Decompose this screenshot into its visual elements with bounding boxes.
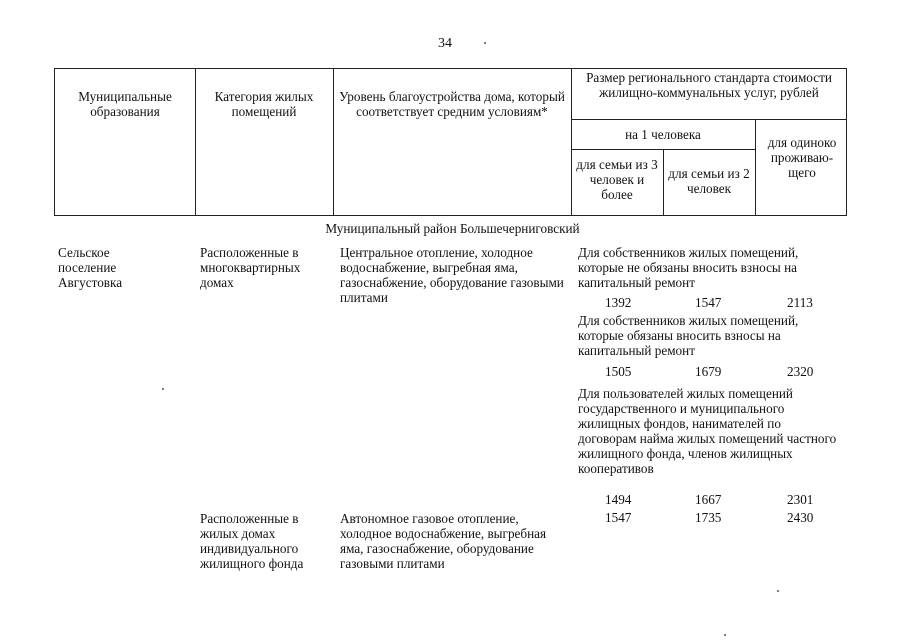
value-family3: 1392 xyxy=(605,295,632,310)
category-text: Расположенные в многоквартирных домах xyxy=(200,245,301,290)
value-family3: 1505 xyxy=(605,364,632,379)
level-text: Центральное отопление, холодное водоснабжение, выгребная яма, газоснабжение, оборудование газовыми плитами xyxy=(340,245,564,305)
header-category: Категория жилых помещений xyxy=(214,89,314,119)
divider xyxy=(571,69,572,215)
header-level: Уровень благоустройства дома, который соответствует средним условиям* xyxy=(339,89,565,119)
header-single: для одиноко проживаю-щего xyxy=(767,135,837,180)
value-family3: 1494 xyxy=(605,492,632,507)
header-municipality: Муниципальные образования xyxy=(78,89,172,119)
value-single: 2320 xyxy=(787,364,814,379)
value-single: 2430 xyxy=(787,510,814,525)
page-number: 34 xyxy=(438,36,452,51)
level-text: Автономное газовое отопление, холодное водоснабжение, выгребная яма, газоснабжение, оборудование газовыми плитами xyxy=(340,511,547,571)
header-family3: для семьи из 3 человек и более xyxy=(576,157,658,202)
divider xyxy=(663,149,664,215)
scan-speck xyxy=(777,590,779,592)
table-header xyxy=(54,68,847,216)
value-family2: 1547 xyxy=(695,295,722,310)
header-standard: Размер регионального стандарта стоимости жилищно-коммунальных услуг, рублей xyxy=(586,70,832,100)
district-heading: Муниципальный район Большечерниговский xyxy=(325,221,580,236)
municipality-name: Сельское поселение Августовка xyxy=(58,245,123,290)
value-family2: 1735 xyxy=(695,510,722,525)
group-label: Для пользователей жилых помещений государственного и муниципального жилищных фондов, нанимателей по договорам найма жилых помещений частного жилищного фонда, членов жилищных кооперативов xyxy=(578,386,837,476)
category-text: Расположенные в жилых домах индивидуального жилищного фонда xyxy=(200,511,304,571)
value-family2: 1667 xyxy=(695,492,722,507)
divider xyxy=(195,69,196,215)
divider xyxy=(571,119,846,120)
group-label: Для собственников жилых помещений, которые не обязаны вносить взносы на капитальный ремонт xyxy=(578,245,799,290)
header-family2: для семьи из 2 человек xyxy=(668,166,750,196)
value-family3: 1547 xyxy=(605,510,632,525)
header-per-person: на 1 человека xyxy=(625,127,701,142)
scan-speck xyxy=(162,388,164,390)
value-family2: 1679 xyxy=(695,364,722,379)
scan-speck xyxy=(724,634,726,636)
group-label: Для собственников жилых помещений, которые обязаны вносить взносы на капитальный ремонт xyxy=(578,313,799,358)
value-single: 2301 xyxy=(787,492,814,507)
divider xyxy=(333,69,334,215)
value-single: 2113 xyxy=(787,295,813,310)
scan-speck xyxy=(484,42,486,44)
divider xyxy=(755,119,756,215)
